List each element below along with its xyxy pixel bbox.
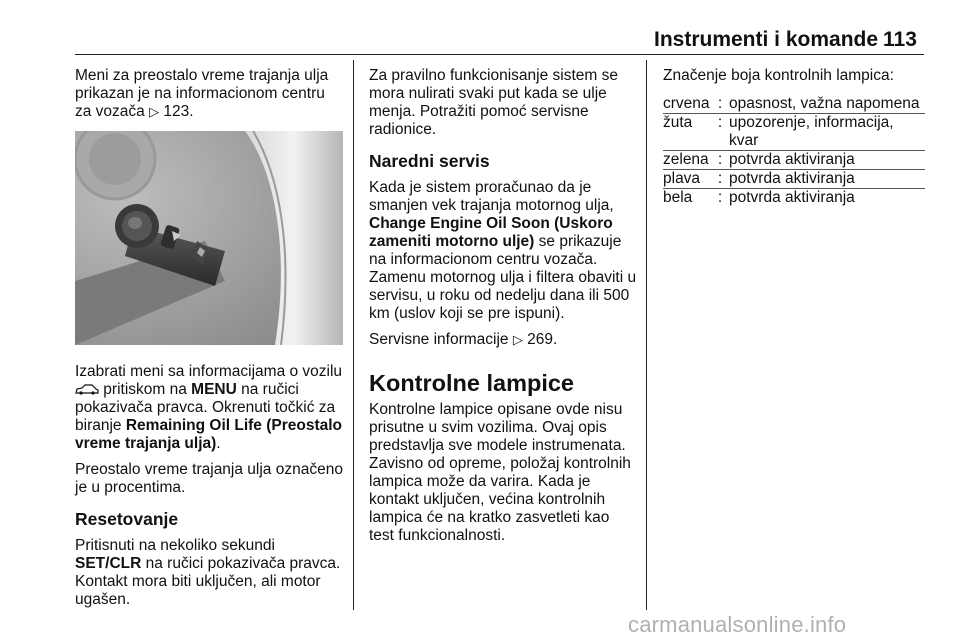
color-meaning-cell: potvrda aktiviranja xyxy=(726,189,925,208)
lever-illustration xyxy=(75,131,343,345)
table-row xyxy=(663,151,925,170)
paragraph-text: na ručici pokazivača pravca. Kontakt mora biti uključen, ali motor ugašen. xyxy=(75,555,341,608)
color-name-cell: crvena xyxy=(663,95,710,112)
paragraph-text: Kada je sistem proračunao da je smanjen vek trajanja motornog ulja, xyxy=(369,179,614,214)
reset-paragraph xyxy=(75,537,343,609)
column-divider-2 xyxy=(646,60,647,610)
separator-cell: : xyxy=(717,95,723,112)
set-clr-key-label: SET/CLR xyxy=(75,555,142,572)
paragraph-text: Izabrati meni sa informacijama o vozilu xyxy=(75,363,343,380)
column-2 xyxy=(369,67,637,553)
column-3 xyxy=(663,67,925,207)
separator-cell: : xyxy=(714,170,726,189)
table-row xyxy=(663,189,925,208)
service-info-paragraph xyxy=(369,331,637,349)
color-meaning-cell: opasnost, važna napomena xyxy=(729,95,920,112)
paragraph-text: Meni za preostalo vreme trajanja ulja prikazan je na informacionom centru za vozača xyxy=(75,67,329,120)
color-name-cell: bela xyxy=(663,189,714,208)
separator-cell: : xyxy=(714,114,726,151)
oil-life-menu-paragraph xyxy=(75,67,343,121)
page-reference[interactable]: 123. xyxy=(163,103,194,120)
reset-requirement-paragraph: Za pravilno funkcionisanje sistem se mora nulirati svaki put kada se ulje menja. Potražiti pomoć servisne radionice. xyxy=(369,67,618,138)
color-meaning-cell: upozorenje, informacija, kvar xyxy=(726,114,925,151)
warning-lamps-heading: Kontrolne lampice xyxy=(369,370,575,396)
paragraph-text: se prikazuje na informacionom centru vozača. Zamenu motornog ulja i filtera obaviti u servisu, u roku od nedelju dana ili 500 km (uslov koji se pre ispuni). xyxy=(369,233,637,322)
change-oil-paragraph xyxy=(369,179,637,323)
paragraph-text: Servisne informacije xyxy=(369,331,513,348)
table-row xyxy=(663,95,925,114)
separator-cell: : xyxy=(714,189,726,208)
page-number: 113 xyxy=(883,28,917,51)
warning-lamps-paragraph: Kontrolne lampice opisane ovde nisu prisutne u svim vozilima. Ovaj opis predstavlja sve modele instrumenata. Zavisno od opreme, položaj kontrolnih lampica može da varira. Kada je kontakt uključen, većina kontrolnih lampica će na kratko zasvetleti kao test funkcionalnosti. xyxy=(369,401,631,544)
menu-key-label: MENU xyxy=(191,381,237,398)
header-rule xyxy=(75,54,924,55)
next-service-heading: Naredni servis xyxy=(369,151,490,171)
page-reference-arrow-icon: ▷ xyxy=(149,104,160,119)
column-1 xyxy=(75,67,343,617)
percentage-paragraph: Preostalo vreme trajanja ulja označeno je u procentima. xyxy=(75,461,343,496)
page-reference[interactable]: 269. xyxy=(527,331,558,348)
color-meaning-cell: potvrda aktiviranja xyxy=(726,151,925,170)
separator-cell: : xyxy=(714,151,726,170)
turn-signal-lever-figure xyxy=(75,131,343,345)
column-divider-1 xyxy=(353,60,354,610)
table-row xyxy=(663,170,925,189)
reset-heading: Resetovanje xyxy=(75,509,179,529)
color-meaning-intro: Značenje boja kontrolnih lampica: xyxy=(663,67,894,84)
watermark: carmanualsonline.info xyxy=(628,612,847,637)
color-name-cell: zelena xyxy=(663,151,714,170)
paragraph-text: na ručici pokazivača pravca. Okrenuti točkić za biranje xyxy=(75,381,336,434)
remaining-oil-life-label: Remaining Oil Life (Preostalo vreme trajanja ulja) xyxy=(75,417,343,452)
car-info-icon xyxy=(75,381,99,398)
color-meaning-cell: potvrda aktiviranja xyxy=(726,170,925,189)
change-engine-oil-soon-label: Change Engine Oil Soon (Uskoro zameniti motorno ulje) xyxy=(369,215,613,250)
color-name-cell: plava xyxy=(663,170,714,189)
select-menu-paragraph xyxy=(75,363,343,453)
lamp-color-table xyxy=(663,95,925,207)
paragraph-text: pritiskom na xyxy=(99,381,192,398)
page-reference-arrow-icon: ▷ xyxy=(512,332,523,347)
running-header-title: Instrumenti i komande xyxy=(654,28,879,51)
paragraph-text: Pritisnuti na nekoliko sekundi xyxy=(75,537,275,554)
table-row xyxy=(663,114,925,151)
paragraph-text: . xyxy=(216,435,221,452)
color-name-cell: žuta xyxy=(663,114,714,151)
